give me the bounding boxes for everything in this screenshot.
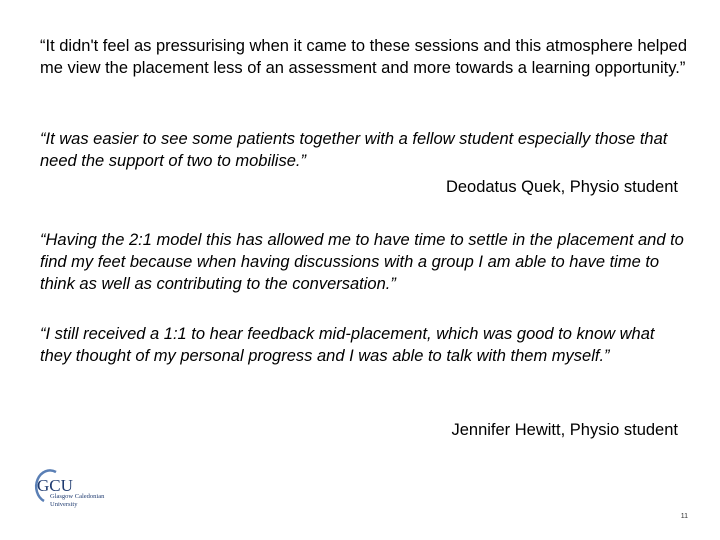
quote-4: “I still received a 1:1 to hear feedback mid-placement, which was good to know what they thought of my personal progress and I was able to talk with them myself.” — [40, 325, 655, 365]
page-number: 11 — [680, 513, 688, 520]
logo-line-2: University — [50, 500, 78, 508]
quote-2: “It was easier to see some patients together with a fellow student especially those that need the support of two to mobilise.” — [40, 130, 668, 170]
attribution-2: Jennifer Hewitt, Physio student — [451, 421, 678, 439]
quote-3: “Having the 2:1 model this has allowed me to have time to settle in the placement and to find my feet because when having discussions with a group I am able to have time to think as well as contributing to the conversation.” — [40, 231, 684, 293]
quote-1: “It didn't feel as pressurising when it came to these sessions and this atmosphere helped me view the placement less of an assessment and more towards a learning opportunity.” — [40, 37, 688, 77]
logo-line-1: Glasgow Caledonian — [50, 493, 105, 500]
attribution-1: Deodatus Quek, Physio student — [445, 178, 678, 196]
logo-wordmark — [50, 493, 104, 508]
gcu-logo — [30, 463, 130, 515]
logo-mark-text: GCU — [37, 476, 73, 495]
